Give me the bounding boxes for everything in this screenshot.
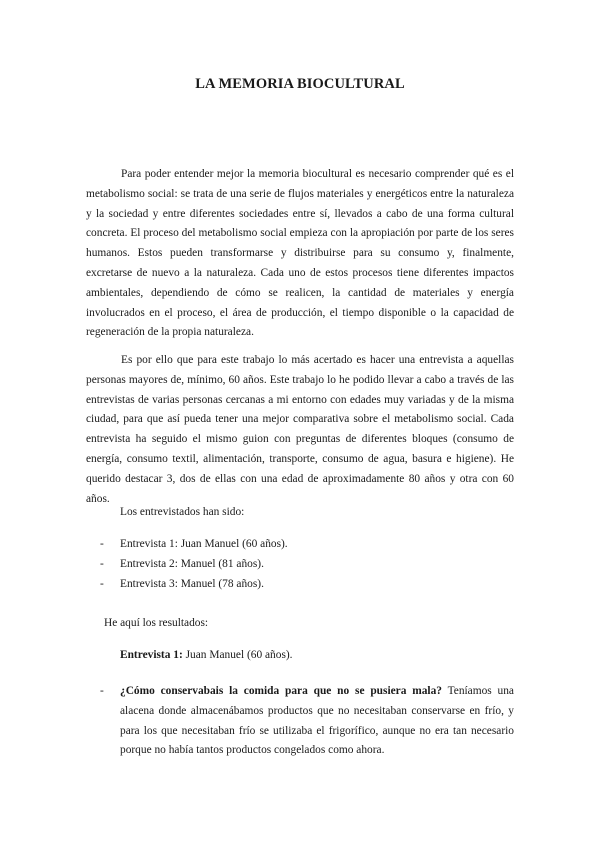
results-intro: He aquí los resultados: xyxy=(104,617,209,629)
interviewee-text: Entrevista 1: Juan Manuel (60 años). xyxy=(120,538,288,550)
list-dash: - xyxy=(100,685,104,697)
document-title: LA MEMORIA BIOCULTURAL xyxy=(195,76,405,92)
interviewee-text: Entrevista 3: Manuel (78 años). xyxy=(120,577,264,590)
list-dash: - xyxy=(100,577,104,590)
list-item xyxy=(100,535,288,555)
question-answer-item xyxy=(100,682,514,761)
interviewees-intro: Los entrevistados han sido: xyxy=(120,506,245,518)
paragraph-metabolismo-social: Para poder entender mejor la memoria biocultural es necesario comprender qué es el metabolismo social: se trata de una serie de flujos materiales y energéticos entre la naturaleza y la sociedad y entre diferentes sociedades entre sí, llevados a cabo de una forma cultural concreta. El proceso del metabolismo social empieza con la apropiación por parte de los seres humanos. Estos pueden transformarse y distribuirse para su consumo y, finalmente, excretarse de nuevo a la naturaleza. Cada uno de estos procesos tiene diferentes impactos ambientales, dependiendo de cómo se realicen, la cantidad de materiales y energía involucrados en el proceso, el área de producción, el tiempo disponible o la capacidad de regeneración de la propia naturaleza. xyxy=(86,168,514,339)
interviewees-list xyxy=(100,535,288,594)
list-item xyxy=(100,575,288,595)
list-item xyxy=(100,555,288,575)
qa-text xyxy=(120,682,514,761)
interview-1-label: Entrevista 1: xyxy=(120,649,183,661)
list-dash: - xyxy=(100,557,104,570)
interview-1-name: Juan Manuel (60 años). xyxy=(182,649,293,661)
question-text: ¿Cómo conservabais la comida para que no se pusiera mala? xyxy=(120,685,442,697)
interview-1-heading xyxy=(120,646,293,666)
paragraph-entrevistas: Es por ello que para este trabajo lo más acertado es hacer una entrevista a aquellas personas mayores de, mínimo, 60 años. Este trabajo lo he podido llevar a cabo a través de las entrevistas de varias personas cercanas a mi entorno con edades muy variadas y de la misma ciudad, para que así pueda tener una mejor comparativa sobre el metabolismo social. Cada entrevista ha seguido el mismo guion con preguntas de diferentes bloques (consumo de energía, consumo textil, alimentación, transporte, consumo de agua, basura e higiene). He querido destacar 3, dos de ellas con una edad de aproximadamente 80 años y otra con 60 años. xyxy=(86,354,514,505)
list-dash: - xyxy=(100,538,104,550)
answer-text: Teníamos una alacena donde almacenábamos productos que no necesitaban conservarse en frío, y para los que necesitaban frío se utilizaba el frigorífico, aunque no era tan necesario porque no había tantos productos congelados como ahora. xyxy=(120,685,514,757)
interviewee-text: Entrevista 2: Manuel (81 años). xyxy=(120,557,264,570)
